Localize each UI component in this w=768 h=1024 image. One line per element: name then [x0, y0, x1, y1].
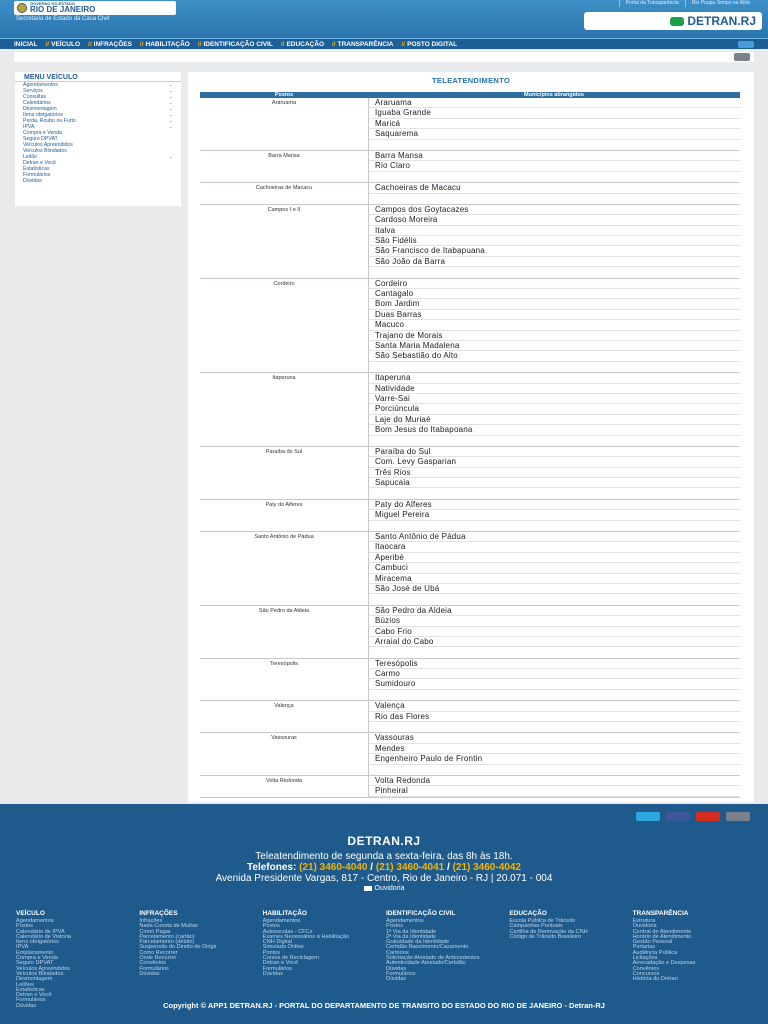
- page-title: TELEATENDIMENTO: [432, 76, 510, 85]
- footer-link[interactable]: Formulários: [262, 965, 293, 972]
- detran-logo[interactable]: [584, 12, 762, 30]
- nav-infracoes[interactable]: // INFRAÇÕES: [88, 40, 132, 48]
- table-row: [200, 183, 740, 205]
- chevron-down-icon: ⌄: [168, 118, 173, 124]
- footer-link[interactable]: Gratuidade da Identidade: [385, 939, 450, 946]
- link-portal-transparencia[interactable]: Portal da Transparência: [619, 0, 685, 7]
- footer-link[interactable]: Autenticidade Atestado/Certidão: [385, 960, 466, 967]
- footer-link[interactable]: CNH Digital: [262, 939, 292, 946]
- row-spacer: [369, 690, 740, 700]
- slash-icon: //: [45, 40, 50, 48]
- footer-link[interactable]: Cartórios: [385, 949, 409, 956]
- footer-link[interactable]: Autoescolas - CFCs: [262, 928, 313, 935]
- municipio-item: Pinheiral: [369, 786, 740, 796]
- municipio-item: Araruama: [369, 98, 740, 108]
- footer-link[interactable]: Agendamentos: [385, 918, 424, 924]
- chevron-down-icon: ⌄: [168, 154, 173, 160]
- footer-link[interactable]: Formulários: [139, 965, 169, 972]
- nav-posto-digital[interactable]: // POSTO DIGITAL: [401, 40, 458, 48]
- municipio-item: Cabo Frio: [369, 627, 740, 637]
- footer-column-title: HABILITAÇÃO: [262, 910, 307, 917]
- footer-link[interactable]: Central de Atendimento: [632, 928, 692, 935]
- gov-rj-logo[interactable]: [14, 1, 176, 15]
- row-spacer: [369, 647, 740, 657]
- municipio-item: Bom Jardim: [369, 299, 740, 309]
- footer-link[interactable]: Convênios: [139, 960, 166, 967]
- row-spacer: [369, 194, 740, 204]
- phone-2[interactable]: (21) 3460-4041: [375, 862, 445, 873]
- sidebar-item-label: Itens obrigatórios: [23, 112, 63, 118]
- sidebar-item-label: Leilão: [23, 154, 37, 160]
- slash-icon: //: [197, 40, 202, 48]
- table-row: [200, 701, 740, 733]
- table-row: [200, 279, 740, 374]
- municipio-item: Santo Antônio de Pádua: [369, 532, 740, 542]
- footer-link[interactable]: Solicitação Atestado de Antecedentes: [385, 955, 480, 962]
- posto-cell: Vassouras: [271, 735, 297, 742]
- footer-link[interactable]: Estrutura: [632, 918, 656, 924]
- municipio-item: Duas Barras: [369, 310, 740, 320]
- phones-label: Telefones:: [247, 862, 297, 873]
- municipio-item: Cordeiro: [369, 279, 740, 289]
- nav-habilitacao[interactable]: // HABILITAÇÃO: [139, 40, 190, 48]
- footer-column-title: IDENTIFICAÇÃO CIVIL: [385, 910, 456, 917]
- table-row: [200, 776, 740, 798]
- social-links: [630, 812, 750, 821]
- sidebar-item-label: Formulários: [23, 172, 51, 178]
- posto-cell: Araruama: [271, 100, 297, 106]
- posto-cell: São Pedro da Aldeia: [258, 607, 310, 614]
- footer-link[interactable]: Infrações: [139, 918, 163, 924]
- footer-link[interactable]: História do Detran: [632, 976, 678, 983]
- table-row: [200, 151, 740, 183]
- municipio-item: Vassouras: [369, 733, 740, 743]
- municipios-cell: [368, 659, 740, 701]
- slash-icon: //: [401, 40, 406, 48]
- row-spacer: [369, 140, 740, 150]
- footer-link[interactable]: Postos: [16, 923, 34, 930]
- posto-cell: Barra Mansa: [268, 152, 300, 159]
- footer-link[interactable]: Leilões: [16, 981, 34, 988]
- nav-transparencia[interactable]: // TRANSPARÊNCIA: [332, 40, 394, 48]
- municipio-item: Laje do Muriaé: [369, 415, 740, 425]
- twitter-icon[interactable]: [636, 812, 660, 821]
- municipio-item: Cambuci: [369, 563, 740, 573]
- municipios-cell: [368, 532, 740, 605]
- secretaria-label: Secretaria de Estado da Casa Civil: [16, 16, 110, 22]
- municipios-cell: [368, 447, 740, 499]
- row-spacer: [369, 172, 740, 182]
- municipio-item: Valença: [369, 701, 740, 711]
- footer-link[interactable]: 2ª Via da Identidade: [385, 933, 437, 940]
- footer-link[interactable]: Licitações: [632, 955, 658, 962]
- municipio-item: Búzios: [369, 616, 740, 626]
- phone-1[interactable]: (21) 3460-4040: [299, 862, 368, 873]
- municipio-item: Barra Mansa: [369, 151, 740, 161]
- footer-columns: [16, 910, 756, 1009]
- copyright: Copyright © APP1 DETRAN.RJ - PORTAL DO DEPARTAMENTO DE TRANSITO DO ESTADO DO RIO DE JANEIRO - Detran-RJ: [163, 1001, 605, 1010]
- menu-title: MENU VEÍCULO: [15, 72, 181, 82]
- logo-big-text: RIO DE JANEIRO: [30, 5, 96, 14]
- footer-link[interactable]: Suspensão do Direito de Dirigir: [139, 944, 217, 951]
- nav-inicial[interactable]: INICIAL: [14, 40, 38, 48]
- footer-link[interactable]: 1ª Via da Identidade: [385, 928, 437, 935]
- footer-link[interactable]: Simulado Online: [262, 944, 304, 951]
- footer-link[interactable]: Portarias: [632, 944, 656, 951]
- municipio-item: Miracema: [369, 574, 740, 584]
- posto-cell: Valença: [274, 703, 294, 710]
- sidebar-item-label: Desmontagem: [23, 106, 57, 112]
- sidebar-item-label: Agendamentos: [23, 82, 58, 88]
- municipio-item: São Sebastião do Alto: [369, 351, 740, 361]
- footer-link[interactable]: Campanhas Pontuais: [509, 923, 563, 930]
- footer-link[interactable]: Veículos Blindados: [16, 970, 64, 977]
- table-row: [200, 447, 740, 500]
- footer-link[interactable]: Dúvidas: [262, 970, 283, 977]
- municipios-cell: [368, 205, 740, 278]
- posto-cell: Santo Antônio de Pádua: [254, 534, 314, 541]
- footer-link[interactable]: Como Pagar: [139, 928, 171, 935]
- footer-column: [386, 910, 509, 1009]
- sidebar: [15, 72, 181, 206]
- footer-link[interactable]: Formulários: [16, 997, 46, 1004]
- sidebar-item-label: Seguro DPVAT: [23, 136, 58, 142]
- municipio-item: Sapucaia: [369, 478, 740, 488]
- municipio-item: Engenheiro Paulo de Frontin: [369, 754, 740, 764]
- chevron-down-icon: ⌄: [168, 112, 173, 118]
- sidebar-item-label: Calendários: [23, 100, 51, 106]
- municipio-item: Cardoso Moreira: [369, 215, 740, 225]
- municipio-item: Trajano de Morais: [369, 331, 740, 341]
- footer-column: [263, 910, 386, 1009]
- table-body: [200, 98, 740, 798]
- row-spacer: [369, 521, 740, 531]
- slash-icon: //: [88, 40, 92, 48]
- footer-column: [139, 910, 262, 1009]
- municipio-item: Rio das Flores: [369, 712, 740, 722]
- footer-link[interactable]: Estatísticas: [16, 986, 45, 993]
- municipios-cell: [368, 500, 740, 531]
- slash-icon: //: [280, 40, 285, 48]
- teleatendimento-table: [200, 92, 740, 798]
- nav-veiculo[interactable]: // VEÍCULO: [45, 40, 81, 48]
- municipio-item: São Fidélis: [369, 236, 740, 246]
- main-content: [188, 72, 754, 802]
- sidebar-item-label: Detran e Você: [23, 160, 56, 166]
- chevron-down-icon: ⌄: [168, 124, 173, 130]
- municipio-item: Paraíba do Sul: [369, 447, 740, 457]
- footer-link[interactable]: Nada Consta de Multas: [139, 923, 198, 930]
- sub-bar: [14, 52, 754, 62]
- footer-link[interactable]: Postos: [262, 923, 280, 930]
- main-nav: [0, 38, 768, 49]
- municipio-item: Miguel Pereira: [369, 510, 740, 520]
- row-spacer: [369, 267, 740, 277]
- table-row: [200, 733, 740, 776]
- footer-link[interactable]: Agendamentos: [16, 918, 54, 924]
- posto-cell: Paty do Alferes: [265, 501, 303, 508]
- municipio-item: São José de Ubá: [369, 584, 740, 594]
- row-spacer: [369, 488, 740, 498]
- footer-link[interactable]: Desmontagem: [16, 976, 53, 983]
- table-row: [200, 659, 740, 702]
- municipio-item: Paty do Alferes: [369, 500, 740, 510]
- footer-column-title: INFRAÇÕES: [139, 910, 178, 917]
- municipio-item: São João da Barra: [369, 257, 740, 267]
- footer-column: [16, 910, 139, 1009]
- municipio-item: Macuco: [369, 320, 740, 330]
- municipios-cell: [368, 701, 740, 732]
- footer-link[interactable]: Emplacamento: [16, 949, 54, 956]
- posto-cell: Cordeiro: [273, 280, 295, 287]
- municipio-item: Teresópolis: [369, 659, 740, 669]
- row-spacer: [369, 765, 740, 775]
- sidebar-item-label: Dúvidas: [23, 178, 42, 184]
- sidebar-item-label: IPVA: [23, 124, 35, 130]
- municipio-item: Arraial do Cabo: [369, 637, 740, 647]
- phone-3[interactable]: (21) 3460-4042: [452, 862, 521, 873]
- municipio-item: Sumidouro: [369, 679, 740, 689]
- footer-link[interactable]: Postos: [385, 923, 404, 930]
- footer-link[interactable]: Como Recorrer: [139, 949, 178, 956]
- footer-column: [633, 910, 756, 1009]
- municipio-item: Varre-Sai: [369, 394, 740, 404]
- footer: [0, 804, 768, 1024]
- row-spacer: [369, 362, 740, 372]
- posto-cell: Paraíba do Sul: [265, 448, 303, 455]
- coat-of-arms-icon: [17, 3, 27, 13]
- row-spacer: [369, 436, 740, 446]
- footer-link[interactable]: Detran e Você: [16, 992, 52, 999]
- footer-link[interactable]: Seguro DPVAT: [16, 960, 54, 967]
- header-postos: Postos: [274, 92, 294, 98]
- footer-link[interactable]: Calendário de IPVA: [16, 928, 65, 935]
- slash-icon: //: [332, 40, 336, 48]
- municipio-item: Iguaba Grande: [369, 108, 740, 118]
- footer-column: [509, 910, 632, 1009]
- municipio-item: São Francisco de Itabapuana: [369, 246, 740, 256]
- nav-identificacao-civil[interactable]: // IDENTIFICAÇÃO CIVIL: [197, 40, 273, 48]
- municipios-cell: [368, 183, 740, 204]
- municipios-cell: [368, 279, 740, 373]
- chevron-down-icon: ⌄: [168, 88, 173, 94]
- header-municipios: Municípios abrangidos: [524, 92, 584, 98]
- municipio-item: Volta Redonda: [369, 776, 740, 786]
- menu-list: [15, 82, 181, 184]
- sidebar-item-label: Estatísticas: [23, 166, 50, 172]
- footer-link[interactable]: Detran e Você: [262, 960, 299, 967]
- accessibility-icon[interactable]: [738, 41, 754, 48]
- footer-link[interactable]: Cartilha de Renovação da CNH: [509, 928, 588, 935]
- sidebar-item-label: Veículos Apreendidos: [23, 142, 73, 148]
- footer-link[interactable]: Onde Recorrer: [139, 955, 177, 962]
- sidebar-item-label: Serviços: [23, 88, 43, 94]
- footer-brand: DETRAN.RJ: [347, 834, 421, 848]
- footer-link[interactable]: Pontos: [262, 949, 281, 956]
- footer-link[interactable]: IPVA: [16, 944, 29, 951]
- municipio-item: Aperibé: [369, 553, 740, 563]
- nav-educacao[interactable]: // EDUCAÇÃO: [280, 40, 324, 48]
- detran-brand: DETRAN.RJ: [687, 14, 756, 28]
- sidebar-item-label: Compra e Venda: [23, 130, 62, 136]
- footer-hours: Teleatendimento de segunda a sexta-feira, das 8h às 18h.: [255, 851, 513, 862]
- municipio-item: Maricá: [369, 119, 740, 129]
- municipio-item: Itaperuna: [369, 373, 740, 383]
- chevron-down-icon: ⌄: [168, 94, 173, 100]
- municipio-item: Itaocara: [369, 542, 740, 552]
- footer-link[interactable]: Certidão Nascimento/Casamento: [385, 944, 469, 951]
- sidebar-item-label: Veículos Blindados: [23, 148, 67, 154]
- municipios-cell: [368, 606, 740, 658]
- municipio-item: Mendes: [369, 744, 740, 754]
- footer-link[interactable]: Calendário de Vistoria: [16, 933, 71, 940]
- car-icon: [670, 17, 684, 26]
- chevron-down-icon: ⌄: [168, 106, 173, 112]
- row-spacer: [369, 594, 740, 604]
- footer-link[interactable]: Convênios: [632, 965, 660, 972]
- chevron-down-icon: ⌄: [168, 82, 173, 88]
- sidebar-item-label: Consultas: [23, 94, 47, 100]
- footer-link[interactable]: Ouvidoria: [632, 923, 657, 930]
- logo-small-text: GOVERNO DO ESTADO: [30, 1, 76, 6]
- table-row: [200, 98, 740, 151]
- footer-link[interactable]: Código de Trânsito Brasileiro: [509, 933, 582, 940]
- municipios-cell: [368, 373, 740, 446]
- municipio-item: Campos dos Goytacazes: [369, 205, 740, 215]
- footer-phones: Telefones: (21) 3460-4040 / (21) 3460-4041 / (21) 3460-4042: [247, 862, 521, 873]
- table-row: [200, 532, 740, 606]
- footer-link[interactable]: Arrecadação e Despesas: [632, 960, 696, 967]
- municipio-item: Cachoeiras de Macacu: [369, 183, 740, 193]
- municipio-item: Cantagalo: [369, 289, 740, 299]
- chevron-down-icon: ⌄: [168, 100, 173, 106]
- footer-link[interactable]: Itens obrigatórios: [16, 939, 59, 946]
- footer-column-title: TRANSPARÊNCIA: [632, 910, 689, 917]
- table-row: [200, 500, 740, 532]
- footer-link[interactable]: Gestão Pessoal: [632, 939, 673, 946]
- municipios-cell: [368, 733, 740, 775]
- footer-link[interactable]: Dúvidas: [139, 970, 160, 977]
- youtube-icon[interactable]: [696, 812, 720, 821]
- municipio-item: Carmo: [369, 669, 740, 679]
- footer-link[interactable]: Dúvidas: [385, 965, 407, 972]
- posto-cell: Itaperuna: [272, 375, 296, 382]
- municipio-item: Saquarema: [369, 129, 740, 139]
- footer-link[interactable]: Dúvidas: [385, 976, 407, 983]
- footer-link[interactable]: Exames Necessários à Habilitação: [262, 933, 350, 940]
- municipio-item: Natividade: [369, 384, 740, 394]
- footer-link[interactable]: Compra e Venda: [16, 955, 58, 962]
- table-row: [200, 205, 740, 279]
- municipio-item: Bom Jesus do Itabapoana: [369, 425, 740, 435]
- posto-cell: Cachoeiras de Macacu: [255, 185, 313, 192]
- footer-link[interactable]: Escola Pública de Trânsito: [509, 918, 576, 924]
- slash-icon: //: [139, 40, 144, 48]
- footer-link[interactable]: Agendamentos: [262, 918, 301, 924]
- print-icon[interactable]: [734, 53, 750, 61]
- municipio-item: Santa Maria Madalena: [369, 341, 740, 351]
- municipio-item: Três Rios: [369, 468, 740, 478]
- ouvidoria-link[interactable]: Ouvidoria: [0, 885, 768, 892]
- footer-link[interactable]: Dúvidas: [16, 1002, 37, 1009]
- municipio-item: Com. Levy Gasparian: [369, 457, 740, 467]
- footer-link[interactable]: Parcelamento (cartão): [139, 933, 195, 940]
- municipios-cell: [368, 151, 740, 182]
- footer-link[interactable]: Parcelamento (débito): [139, 939, 195, 946]
- posto-cell: Volta Redonda: [265, 778, 303, 784]
- footer-column-title: VEÍCULO: [16, 910, 45, 917]
- footer-column-title: EDUCAÇÃO: [509, 910, 547, 917]
- facebook-icon[interactable]: [666, 812, 690, 821]
- footer-link[interactable]: Audiência Pública: [632, 949, 678, 956]
- municipio-item: Rio Claro: [369, 161, 740, 171]
- municipio-item: Porciúncula: [369, 404, 740, 414]
- footer-link[interactable]: Horário de Atendimento: [632, 933, 692, 940]
- footer-link[interactable]: Formulários: [385, 970, 416, 977]
- table-row: [200, 606, 740, 659]
- sidebar-item-label: Perda, Roubo ou Furto: [23, 118, 76, 124]
- header: [0, 0, 768, 38]
- municipio-item: São Pedro da Aldeia: [369, 606, 740, 616]
- link-rio-poupa-tempo[interactable]: Rio Poupa Tempo na Web: [685, 0, 756, 7]
- footer-link[interactable]: Concursos: [632, 970, 660, 977]
- row-spacer: [369, 722, 740, 732]
- posto-cell: Campos I e II: [267, 206, 301, 213]
- municipios-cell: [368, 98, 740, 150]
- sidebar-item[interactable]: [15, 178, 181, 184]
- mail-icon: [364, 886, 372, 891]
- top-links: [619, 0, 756, 7]
- email-icon[interactable]: [726, 812, 750, 821]
- municipios-cell: [368, 776, 740, 797]
- footer-link[interactable]: Veículos Apreendidos: [16, 965, 70, 972]
- posto-cell: Teresópolis: [270, 660, 298, 667]
- footer-link[interactable]: Cursos de Reciclagem: [262, 955, 319, 962]
- table-row: [200, 373, 740, 447]
- footer-address: Avenida Presidente Vargas, 817 - Centro, Rio de Janeiro - RJ | 20.071 - 004: [215, 873, 553, 884]
- municipio-item: Italva: [369, 226, 740, 236]
